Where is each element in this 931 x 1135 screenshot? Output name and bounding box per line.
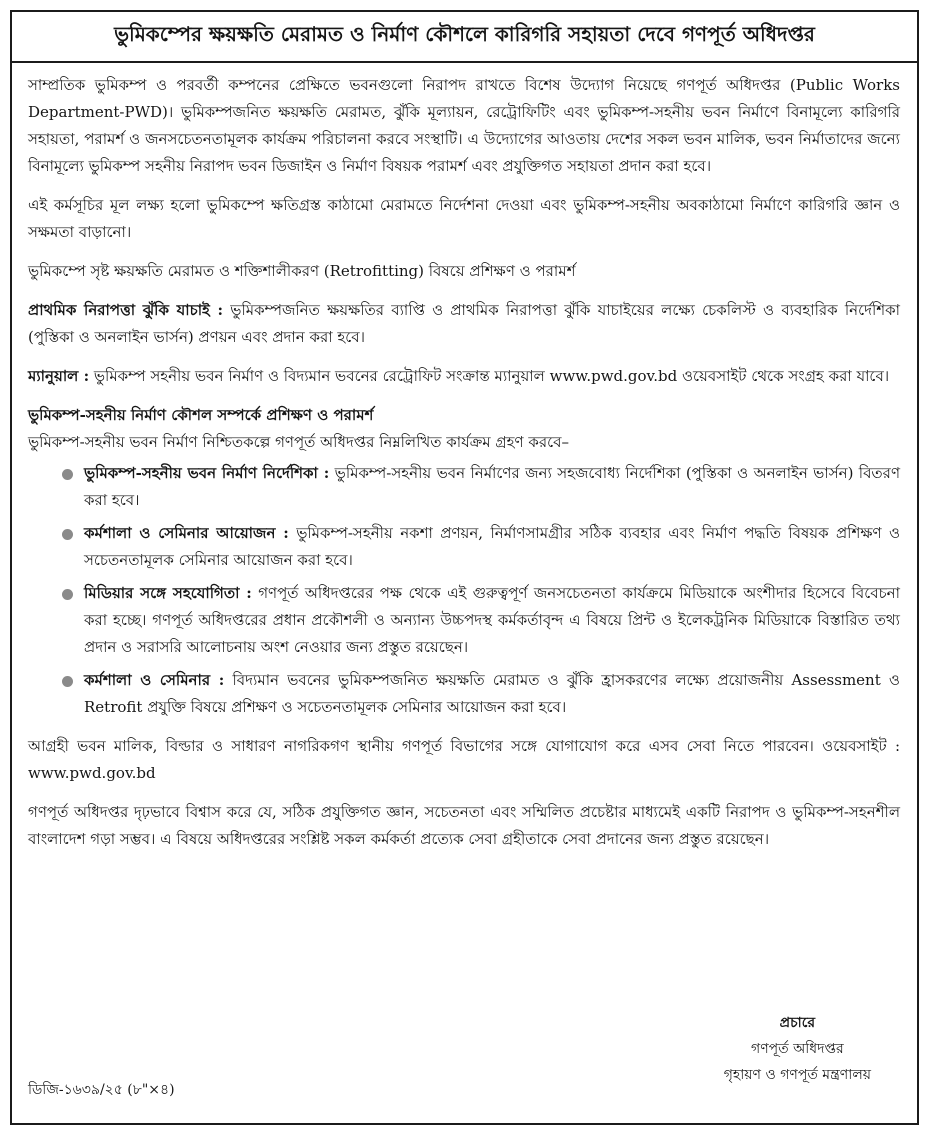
bullet-label: ভুমিকম্প-সহনীয় ভবন নির্মাণ নির্দেশিকা : xyxy=(84,464,330,482)
goal-paragraph: এই কর্মসূচির মূল লক্ষ্য হলো ভুমিকম্পে ক্ষতিগ্রস্ত কাঠামো মেরামতে নির্দেশনা দেওয়া এবং ভুমিকম্প-সহনীয় অবকাঠামো নির্মাণে কারিগরি জ্ঞান ও সক্ষমতা বাড়ানো। xyxy=(28,196,900,241)
activity-list xyxy=(28,460,900,721)
bullet-icon xyxy=(62,676,73,687)
article-body xyxy=(28,72,900,865)
bullet-icon xyxy=(62,589,73,600)
list-item xyxy=(28,580,900,661)
signoff-title: প্রচারে xyxy=(779,1015,816,1031)
bullet-icon xyxy=(62,469,73,480)
signoff-org: গণপূর্ত অধিদপ্তর xyxy=(751,1041,844,1057)
signoff xyxy=(724,1010,871,1088)
bullet-text: ভুমিকম্প-সহনীয় নকশা প্রণয়ন, নির্মাণসামগ্রীর সঠিক ব্যবহার এবং নির্মাণ পদ্ধতি বিষয়ক প্রশিক্ষণ ও সচেতনতামূলক সেমিনার আয়োজন করা হবে। xyxy=(84,524,900,569)
intro-paragraph: সাম্প্রতিক ভুমিকম্প ও পরবর্তী কম্পনের প্রেক্ষিতে ভবনগুলো নিরাপদ রাখতে বিশেষ উদ্যোগ নিয়েছে গণপূর্ত অধিদপ্তর (Public Works Department-PWD)। ভুমিকম্পজনিত ক্ষয়ক্ষতি মেরামত, ঝুঁকি মূল্যায়ন, রেট্রোফিটিং এবং ভুমিকম্প-সহনীয় ভবন নির্মাণে বিনামূল্যে কারিগরি সহায়তা, পরামর্শ ও জনসচেতনতামূলক কার্যক্রম পরিচালনা করবে সংস্থাটি। এ উদ্যোগের আওতায় দেশের সকল ভবন মালিক, ভবন নির্মাতাদের জন্যে বিনামূল্যে ভুমিকম্প সহনীয় নিরাপদ ভবন ডিজাইন ও নির্মাণ বিষয়ক পরামর্শ এবং প্রযুক্তিগত সহায়তা প্রদান করা হবে। xyxy=(28,76,900,175)
manual-label: ম্যানুয়াল : xyxy=(28,367,90,385)
list-item xyxy=(28,460,900,514)
training-heading: ভুমিকম্প-সহনীয় নির্মাণ কৌশল সম্পর্কে প্রশিক্ষণ ও পরামর্শ xyxy=(28,406,374,424)
list-item xyxy=(28,667,900,721)
headline-divider xyxy=(12,61,917,63)
list-item xyxy=(28,520,900,574)
manual-text: ভুমিকম্প সহনীয় ভবন নির্মাণ ও বিদ্যমান ভবনের রেট্রোফিট সংক্রান্ত ম্যানুয়াল www.pwd.gov.bd ওয়েবসাইট থেকে সংগ্রহ করা যাবে। xyxy=(89,367,890,385)
bullet-label: মিডিয়ার সঙ্গে সহযোগিতা : xyxy=(84,584,252,602)
bullet-text: গণপূর্ত অধিদপ্তরের পক্ষ থেকে এই গুরুত্বপূর্ণ জনসচেতনতা কার্যক্রমে মিডিয়াকে অংশীদার হিসেবে বিবেচনা করা হচ্ছে। গণপূর্ত অধিদপ্তরের প্রধান প্রকৌশলী ও অন্যান্য উচ্চপদস্থ কর্মকর্তাবৃন্দ এ বিষয়ে প্রিন্ট ও ইলেকট্রনিক মিডিয়াকে বিস্তারিত তথ্য প্রদান ও সরাসরি আলোচনায় অংশ নেওয়ার জন্য প্রস্তুত রয়েছেন। xyxy=(84,584,900,656)
bullet-text: বিদ্যমান ভবনের ভুমিকম্পজনিত ক্ষয়ক্ষতি মেরামত ও ঝুঁকি হ্রাসকরণের লক্ষ্যে প্রয়োজনীয় Assessment ও Retrofit প্রযুক্তি বিষয়ে প্রশিক্ষণ ও সচেতনতামূলক সেমিনার আয়োজন করা হবে। xyxy=(84,671,900,716)
primary-check-text: ভুমিকম্পজনিত ক্ষয়ক্ষতির ব্যাপ্তি ও প্রাথমিক নিরাপত্তা ঝুঁকি যাচাইয়ের লক্ষ্যে চেকলিস্ট ও ব্যবহারিক নির্দেশিকা (পুস্তিকা ও অনলাইন ভার্সন) প্রণয়ন এবং প্রদান করা হবে। xyxy=(28,301,901,346)
headline: ভুমিকম্পের ক্ষয়ক্ষতি মেরামত ও নির্মাণ কৌশলে কারিগরি সহায়তা দেবে গণপূর্ত অধিদপ্তর xyxy=(114,21,815,46)
primary-check-label: প্রাথমিক নিরাপত্তা ঝুঁকি যাচাই : xyxy=(28,301,224,319)
manual-paragraph xyxy=(28,363,900,390)
bullet-label: কর্মশালা ও সেমিনার আয়োজন : xyxy=(84,524,289,542)
bullet-icon xyxy=(62,529,73,540)
bullet-text: ভুমিকম্প-সহনীয় ভবন নির্মাণের জন্য সহজবোধ্য নির্দেশিকা (পুস্তিকা ও অনলাইন ভার্সন) বিতরণ করা হবে। xyxy=(84,464,901,509)
signoff-ministry: গৃহায়ণ ও গণপূর্ত মন্ত্রণালয় xyxy=(723,1067,871,1083)
training-intro: ভুমিকম্প-সহনীয় ভবন নির্মাণ নিশ্চিতকল্পে গণপূর্ত অধিদপ্তর নিম্নলিখিত কার্যক্রম গ্রহণ করবে– xyxy=(28,433,569,451)
primary-check-paragraph xyxy=(28,297,900,351)
contact-paragraph: আগ্রহী ভবন মালিক, বিল্ডার ও সাধারণ নাগরিকগণ স্থানীয় গণপূর্ত বিভাগের সঙ্গে যোগাযোগ করে এসব সেবা নিতে পারবেন। ওয়েবসাইট : www.pwd.gov.bd xyxy=(28,737,900,782)
retrofit-heading: ভুমিকম্পে সৃষ্ট ক্ষয়ক্ষতি মেরামত ও শক্তিশালীকরণ (Retrofitting) বিষয়ে প্রশিক্ষণ ও পরামর্শ xyxy=(28,262,576,280)
closing-paragraph: গণপূর্ত অধিদপ্তর দৃঢ়ভাবে বিশ্বাস করে যে, সঠিক প্রযুক্তিগত জ্ঞান, সচেতনতা এবং সম্মিলিত প্রচেষ্টার মাধ্যমেই একটি নিরাপদ ও ভুমিকম্প-সহনশীল বাংলাদেশ গড়া সম্ভব। এ বিষয়ে অধিদপ্তরের সংশ্লিষ্ট সকল কর্মকর্তা প্রত্যেক সেবা গ্রহীতাকে সেবা প্রদানের জন্য প্রস্তুত রয়েছেন। xyxy=(28,803,900,848)
footer-code: ডিজি-১৬৩৯/২৫ (৮"×৪) xyxy=(28,1082,175,1098)
bullet-label: কর্মশালা ও সেমিনার : xyxy=(84,671,225,689)
